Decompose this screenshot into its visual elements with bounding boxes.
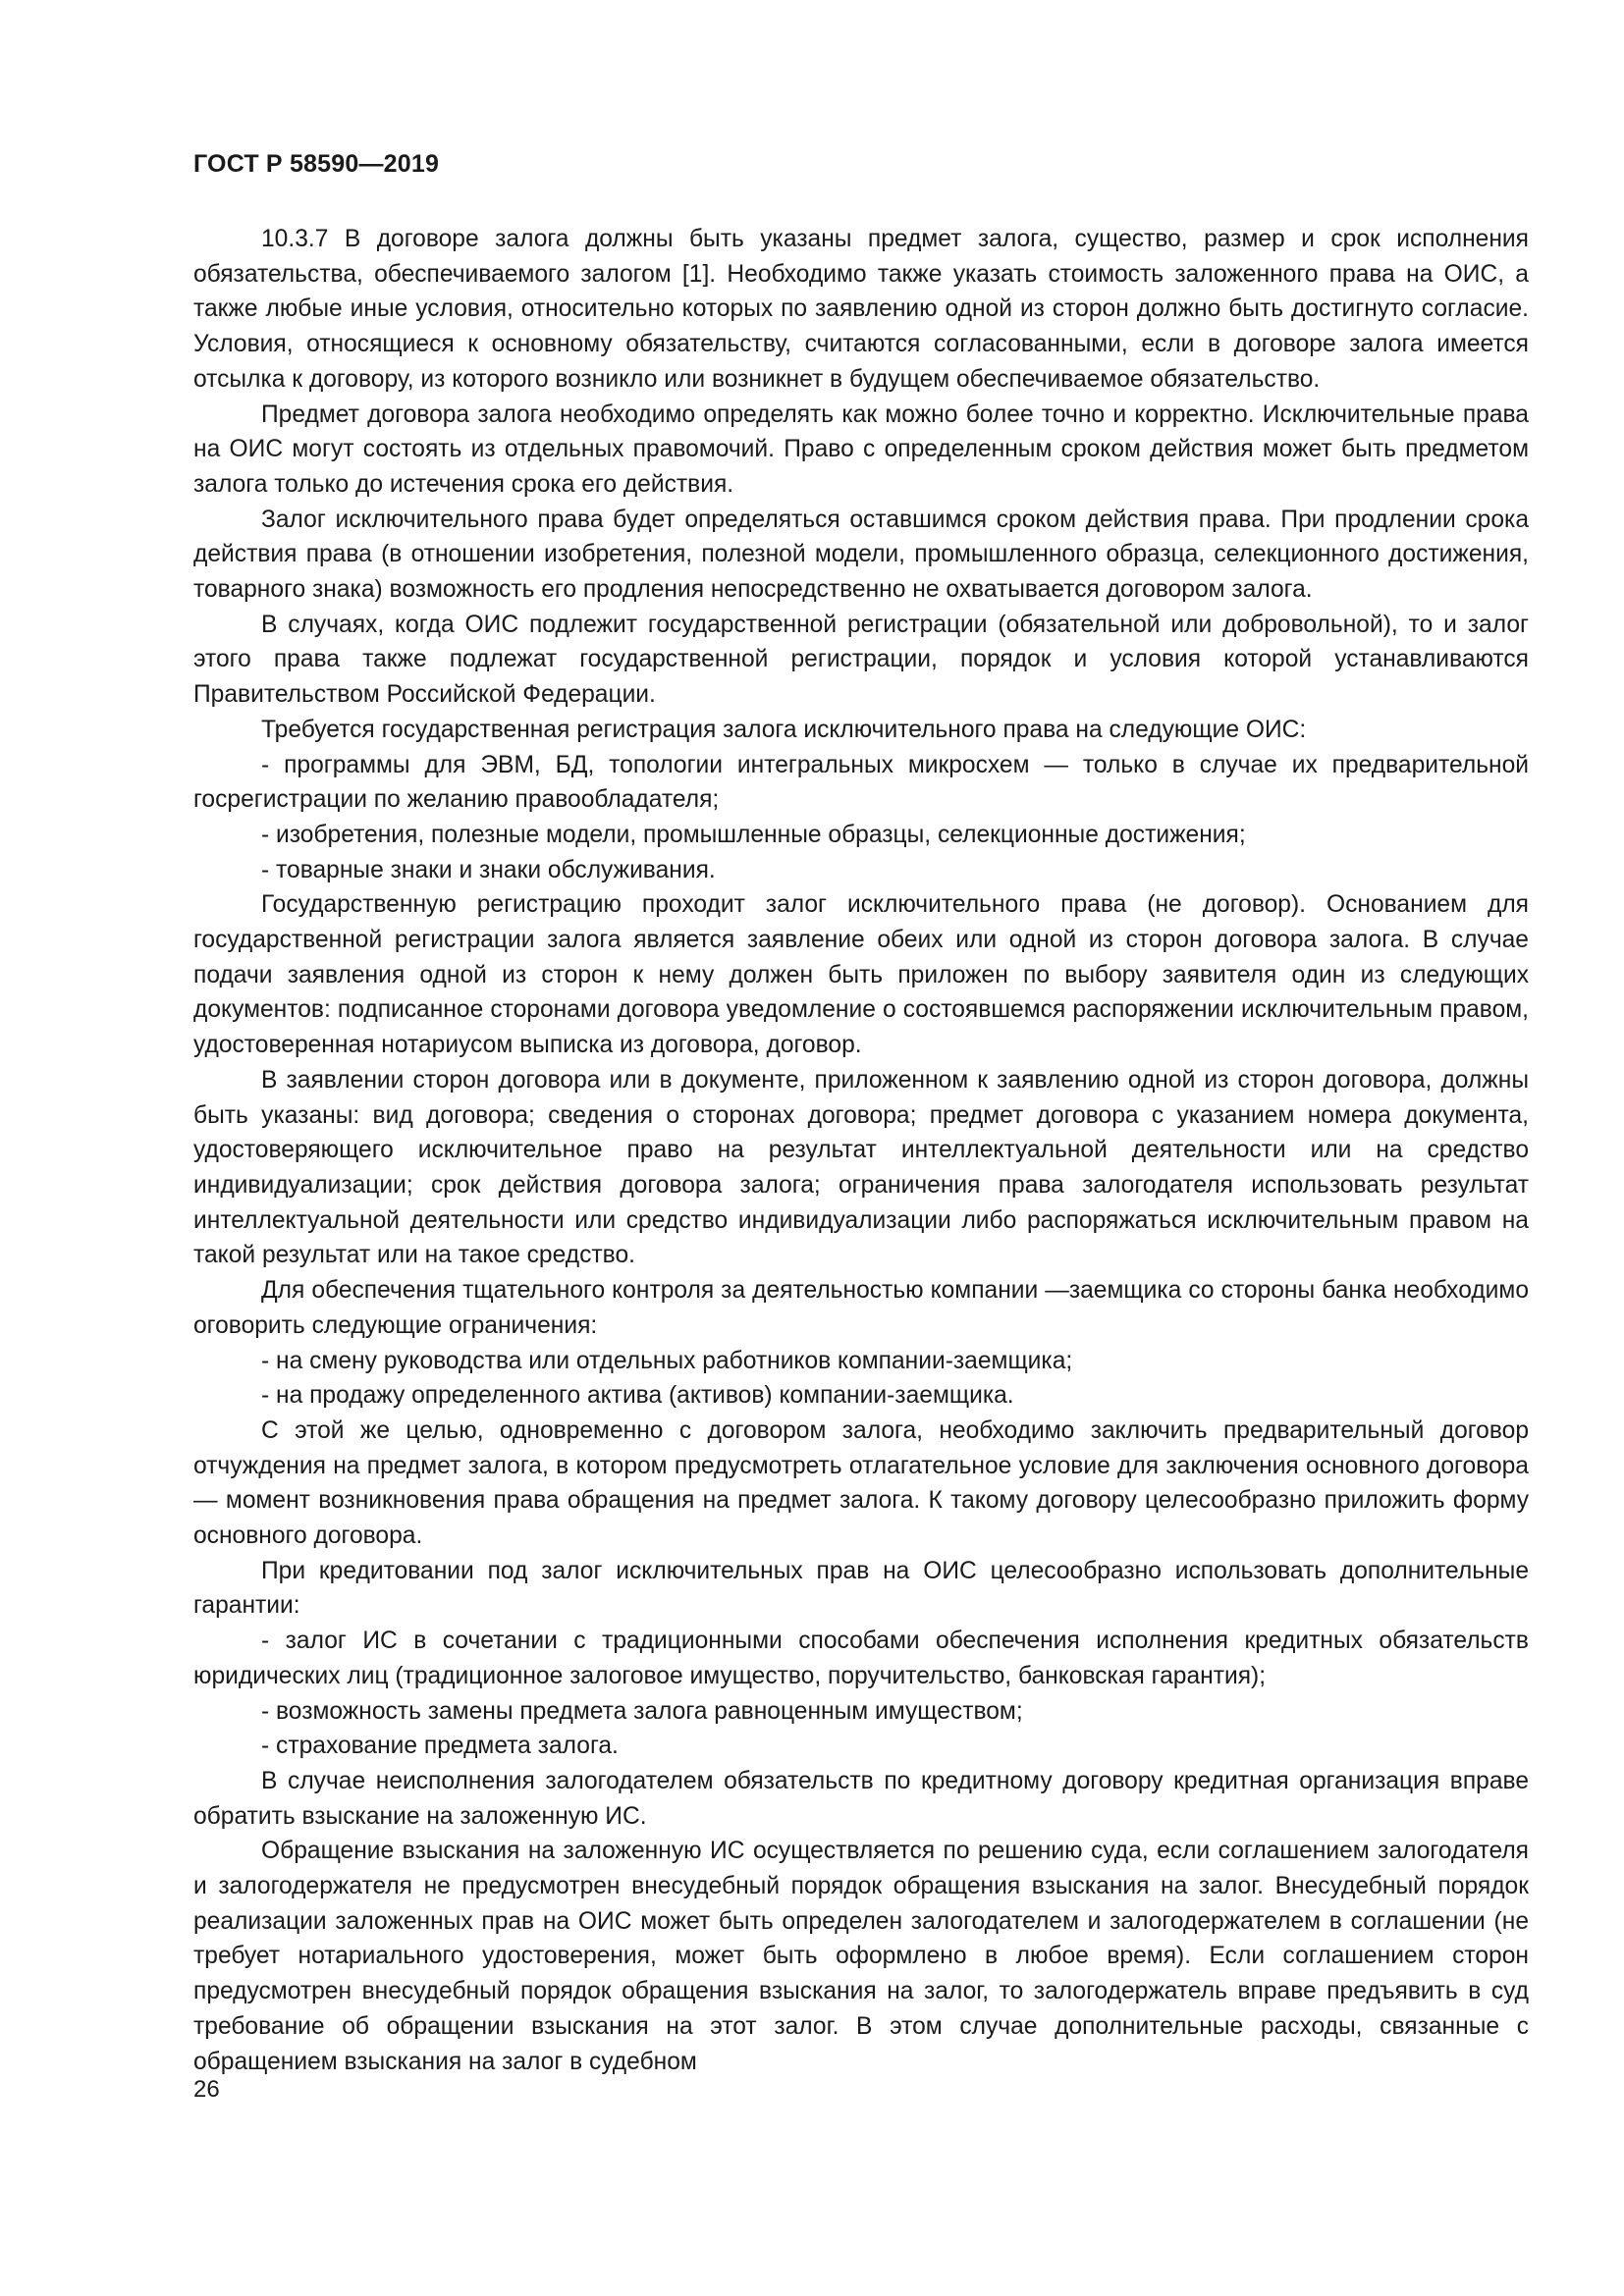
- list-item: - товарные знаки и знаки обслуживания.: [261, 856, 716, 883]
- paragraph: Государственную регистрацию проходит залог исключительного права (не договор). Основанием для государственной регистрации залога является заявление обеих или одной из сторон договора залога. В случае подачи заявления одной из сторон к нему должен быть приложен по выбору заявителя один из следующих документов: подписанное сторонами договора уведомление о состоявшемся распоряжении исключительным правом, удостоверенная нотариусом выписка из договора, договор.: [193, 891, 1529, 1059]
- list-item: - страхование предмета залога.: [261, 1733, 619, 1760]
- paragraph: 10.3.7 В договоре залога должны быть указаны предмет залога, существо, размер и срок исполнения обязательства, обеспечиваемого залогом [1]. Необходимо также указать стоимость заложенного права на ОИС, а также любые иные условия, относительно которых по заявлению одной из сторон должно быть достигнуто согласие. Условия, относящиеся к основному обязательству, считаются согласованными, если в договоре залога имеется отсылка к договору, из которого возникло или возникнет в будущем обеспечиваемое обязательство.: [193, 226, 1529, 393]
- list-item: - на смену руководства или отдельных работников компании-заемщика;: [261, 1347, 1073, 1374]
- paragraph: В случаях, когда ОИС подлежит государственной регистрации (обязательной или добровольной), то и залог этого права также подлежат государственной регистрации, порядок и условия которой устанавливаются Правительством Российской Федерации.: [193, 611, 1529, 709]
- paragraph: При кредитовании под залог исключительных прав на ОИС целесообразно использовать дополнительные гарантии:: [193, 1557, 1529, 1620]
- list-item: - на продажу определенного актива (активов) компании-заемщика.: [261, 1382, 1014, 1410]
- standard-code-header: ГОСТ Р 58590—2019: [193, 150, 440, 178]
- paragraph: Обращение взыскания на заложенную ИС осуществляется по решению суда, если соглашением залогодателя и залогодержателя не предусмотрен внесудебный порядок обращения взыскания на залог. Внесудебный порядок реализации заложенных прав на ОИС может быть определен залогодателем и залогодержателем в соглашении (не требует нотариального удостоверения, может быть оформлено в любое время). Если соглашением сторон предусмотрен внесудебный порядок обращения взыскания на залог, то залогодержатель вправе предъявить в суд требование об обращении взыскания на этот залог. В этом случае дополнительные расходы, связанные с обращением взыскания на залог в судебном: [193, 1838, 1529, 2075]
- paragraph: Для обеспечения тщательного контроля за деятельностью компании —заемщика со стороны банка необходимо оговорить следующие ограничения:: [193, 1277, 1529, 1339]
- list-item: - возможность замены предмета залога равноценным имуществом;: [261, 1697, 1023, 1725]
- list-item: - изобретения, полезные модели, промышленные образцы, селекционные достижения;: [261, 821, 1246, 848]
- paragraph: Залог исключительного права будет определяться оставшимся сроком действия права. При продлении срока действия права (в отношении изобретения, полезной модели, промышленного образца, селекционного достижения, товарного знака) возможность его продления непосредственно не охватывается договором залога.: [193, 506, 1529, 604]
- paragraph: В случае неисполнения залогодателем обязательств по кредитному договору кредитная организация вправе обратить взыскание на заложенную ИС.: [193, 1767, 1529, 1830]
- list-item: - программы для ЭВМ, БД, топологии интегральных микросхем — только в случае их предварительной госрегистрации по желанию правообладателя;: [193, 751, 1529, 814]
- page-number: 26: [193, 2076, 220, 2103]
- paragraph: Предмет договора залога необходимо определять как можно более точно и корректно. Исключительные права на ОИС могут состоять из отдельных правомочий. Право с определенным сроком действия может быть предметом залога только до истечения срока его действия.: [193, 400, 1529, 498]
- list-item: - залог ИС в сочетании с традиционными способами обеспечения исполнения кредитных обязательств юридических лиц (традиционное залоговое имущество, поручительство, банковская гарантия);: [193, 1628, 1529, 1689]
- paragraph: С этой же целью, одновременно с договором залога, необходимо заключить предварительный договор отчуждения на предмет залога, в котором предусмотреть отлагательное условие для заключения основного договора — момент возникновения права обращения на предмет залога. К такому договору целесообразно приложить форму основного договора.: [193, 1416, 1529, 1550]
- paragraph: Требуется государственная регистрация залога исключительного права на следующие ОИС:: [261, 716, 1307, 743]
- document-body: [193, 222, 1529, 2079]
- paragraph: В заявлении сторон договора или в документе, приложенном к заявлению одной из сторон договора, должны быть указаны: вид договора; сведения о сторонах договора; предмет договора с указанием номера документа, удостоверяющего исключительное право на результат интеллектуальной деятельности или на средство индивидуализации; срок действия договора залога; ограничения права залогодателя использовать результат интеллектуальной деятельности или средство индивидуализации либо распоряжаться исключительным правом на такой результат или на такое средство.: [193, 1066, 1529, 1269]
